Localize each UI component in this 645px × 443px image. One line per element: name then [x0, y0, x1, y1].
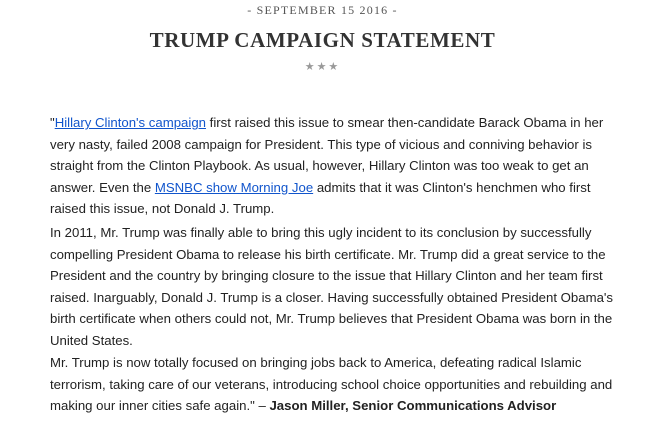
statement-paragraph-1 [50, 112, 622, 220]
signature: Jason Miller, Senior Communications Advisor [269, 398, 557, 413]
statement-paragraph-3 [50, 352, 622, 417]
dateline: - SEPTEMBER 15 2016 - [247, 3, 398, 17]
msnbc-morning-joe-link[interactable]: MSNBC show Morning Joe [154, 179, 314, 195]
star-divider: ★★★ [304, 61, 341, 73]
paragraph-3-text: Mr. Trump is now totally focused on bringing jobs back to America, defeating radical Islamic terrorism, taking care of our veterans, introducing school choice opportunities and rebuilding and making our inner cities safe again." – [50, 355, 613, 413]
open-quote: " [50, 115, 55, 130]
hillary-campaign-link[interactable]: Hillary Clinton's campaign [54, 115, 206, 130]
paragraph-1-text-a: first raised this issue to smear then-candidate Barack Obama in her very nasty, failed 2008 campaign for President. This type of vicious and conniving behavior is straight from the Clinton Playbook. As usual, however, Hillary Clinton was too weak to get an answer. Even the [50, 115, 604, 195]
statement-paragraph-2: In 2011, Mr. Trump was finally able to bring this ugly incident to its conclusion by successfully compelling President Obama to release his birth certificate. Mr. Trump did a great service to the President and the country by bringing closure to the issue that Hillary Clinton and her team first raised. Inarguably, Donald J. Trump is a closer. Having successfully obtained President Obama's birth certificate when others could not, Mr. Trump believes that President Obama was born in the United States. [50, 225, 614, 348]
paragraph-1-text-b: admits that it was Clinton's henchmen who first raised this issue, not Donald J. Trump. [50, 179, 591, 216]
page-title: TRUMP CAMPAIGN STATEMENT [149, 28, 496, 52]
